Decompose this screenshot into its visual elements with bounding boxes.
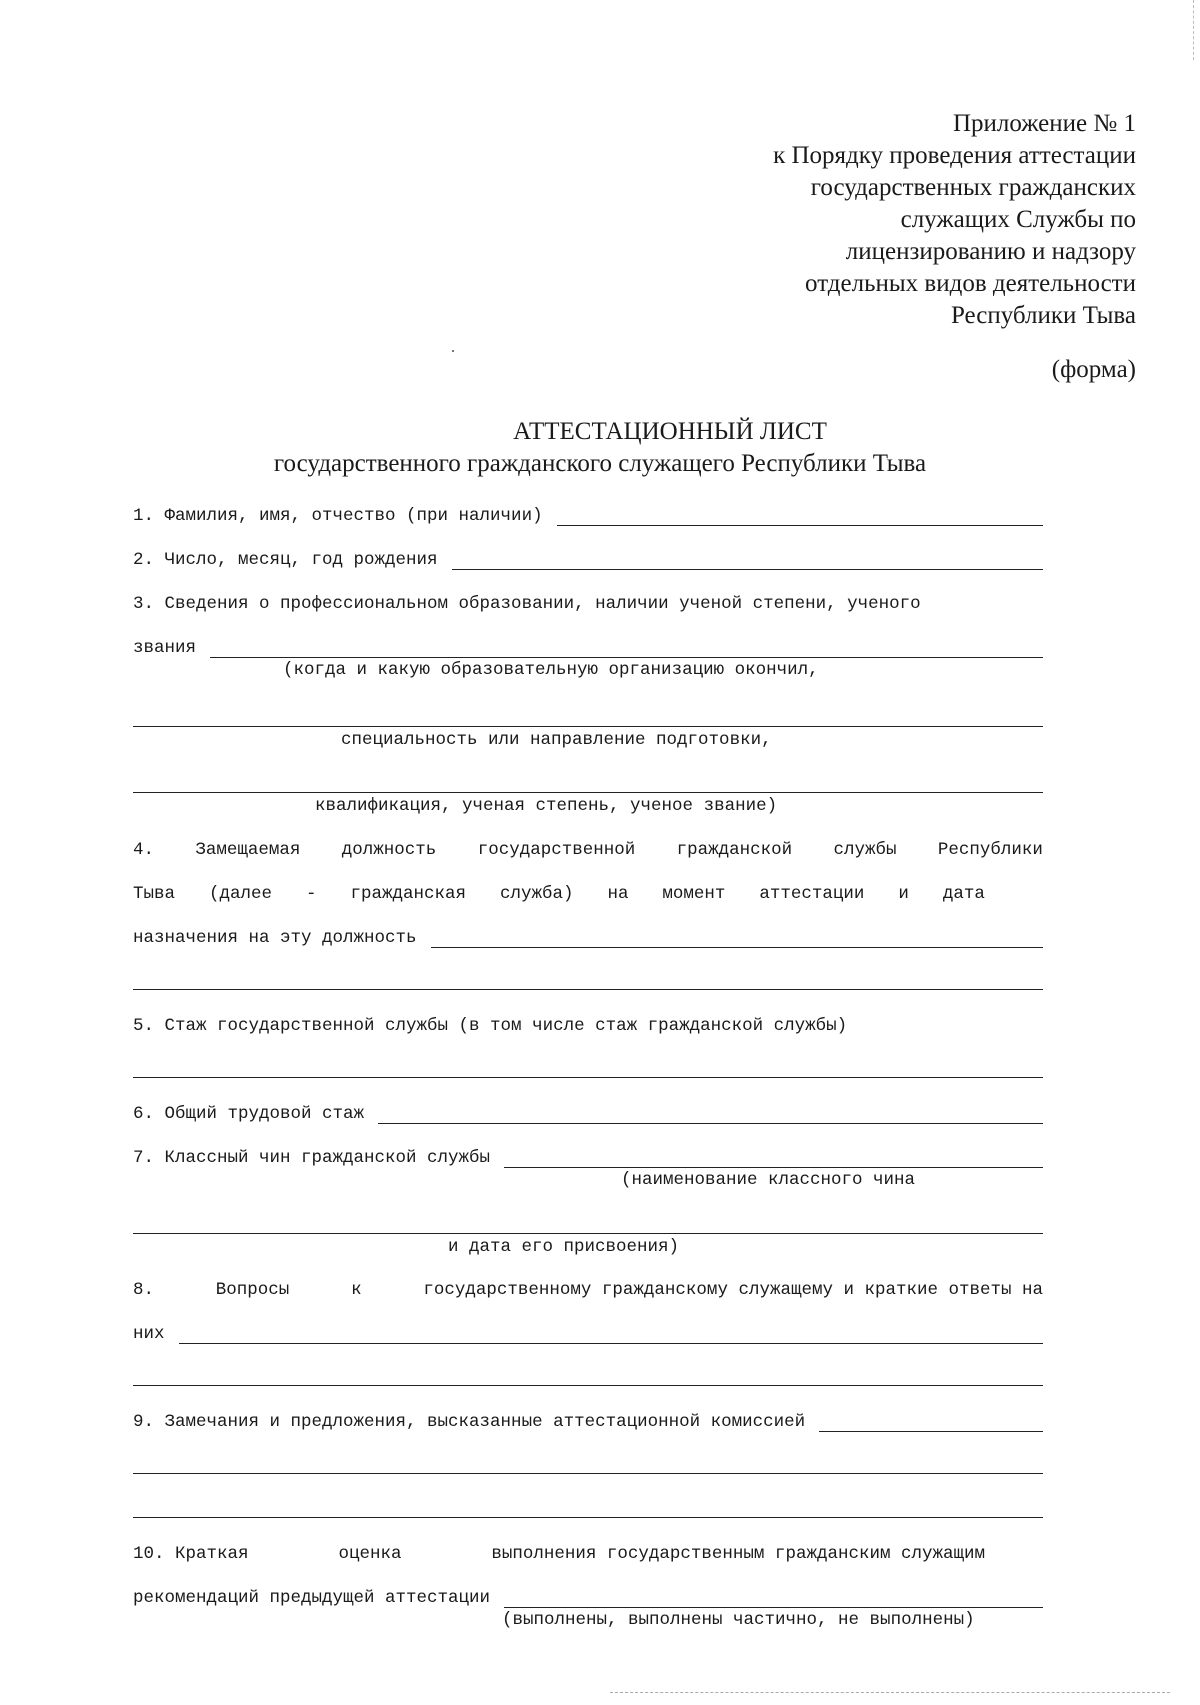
field-caption: (когда и какую образовательную организацию окончил, (283, 660, 819, 680)
questions-field-2[interactable] (133, 1385, 1043, 1386)
questions-field-1[interactable] (179, 1343, 1043, 1344)
remarks-field-2[interactable] (133, 1473, 1043, 1474)
item-position-appointment (133, 924, 1043, 952)
word: и (898, 884, 909, 904)
education-field-3[interactable] (133, 792, 1043, 793)
item-questions-cont (133, 1320, 1043, 1348)
word: гражданская (350, 884, 466, 904)
item-birth-date (133, 546, 1043, 574)
field-caption: (наименование классного чина (621, 1170, 916, 1190)
education-field-2[interactable] (133, 726, 1043, 727)
word: 10. Краткая (133, 1544, 249, 1564)
word: - (305, 884, 317, 904)
field-caption: специальность или направление подготовки, (341, 730, 772, 750)
full-name-field[interactable] (557, 525, 1043, 526)
word: Республики (937, 840, 1043, 860)
appendix-line: отдельных видов деятельности (805, 270, 1136, 297)
title-sub: государственного гражданского служащего Республики Тыва (273, 450, 927, 477)
item-label: 6. Общий трудовой стаж (133, 1104, 365, 1124)
item-position-cont (133, 880, 985, 908)
title-main: АТТЕСТАЦИОННЫЙ ЛИСТ (513, 418, 827, 445)
item-total-work-length (133, 1100, 1043, 1128)
item-label: рекомендаций предыдущей аттестации (133, 1588, 491, 1608)
word: оценка (338, 1544, 402, 1564)
appendix-line: Приложение № 1 (952, 110, 1136, 137)
position-field-1[interactable] (431, 947, 1043, 948)
appendix-line: лицензированию и надзору (845, 238, 1136, 265)
word: Вопросы (215, 1280, 290, 1300)
word: Замещаемая (195, 840, 301, 860)
word: на (607, 884, 629, 904)
remarks-field-3[interactable] (133, 1517, 1043, 1518)
field-caption: и дата его присвоения) (448, 1237, 680, 1257)
word: государственному гражданскому служащему и краткие ответы на (423, 1280, 1043, 1300)
remarks-field-1[interactable] (819, 1431, 1043, 1432)
work-length-field[interactable] (378, 1123, 1043, 1124)
item-education (133, 590, 1043, 618)
word: служба) (499, 884, 574, 904)
form-label: (форма) (1051, 356, 1136, 383)
birth-date-field[interactable] (452, 569, 1043, 570)
document-title (0, 416, 1200, 480)
word: гражданской (676, 840, 793, 860)
item-position (133, 836, 1043, 864)
item-civil-service-length (133, 1012, 1043, 1040)
item-label: 9. Замечания и предложения, высказанные аттестационной комиссией (133, 1412, 806, 1432)
item-full-name (133, 502, 1043, 530)
word: выполнения государственным гражданским служащим (491, 1544, 985, 1564)
item-recommendations (133, 1540, 985, 1568)
item-label: назначения на эту должность (133, 928, 417, 948)
scan-speck (452, 350, 454, 352)
word: аттестации (759, 884, 865, 904)
word: службы (833, 840, 897, 860)
word: 4. (133, 840, 155, 860)
word: дата (942, 884, 985, 904)
appendix-line: государственных гражданских (810, 174, 1136, 201)
word: к (351, 1280, 362, 1300)
word: Тыва (133, 884, 176, 904)
scan-edge-mark (1193, 0, 1200, 60)
item-label: 7. Классный чин гражданской службы (133, 1148, 491, 1168)
item-label: них (133, 1324, 165, 1344)
appendix-line: Республики Тыва (950, 302, 1136, 329)
word: государственной (477, 840, 636, 860)
word: должность (341, 840, 437, 860)
appendix-line: к Порядку проведения аттестации (773, 142, 1136, 169)
item-label: 3. Сведения о профессиональном образовании, наличии ученой степени, ученого (133, 594, 921, 614)
item-label: 2. Число, месяц, год рождения (133, 550, 438, 570)
class-rank-field-2[interactable] (133, 1233, 1043, 1234)
position-field-2[interactable] (133, 989, 1043, 990)
item-label: звания (133, 638, 197, 658)
word: (далее (208, 884, 272, 904)
item-remarks (133, 1408, 1043, 1436)
field-caption: (выполнены, выполнены частично, не выполнены) (502, 1610, 975, 1630)
item-label: 5. Стаж государственной службы (в том числе стаж гражданской службы) (133, 1016, 848, 1036)
service-length-field[interactable] (133, 1077, 1043, 1078)
item-label: 1. Фамилия, имя, отчество (при наличии) (133, 506, 543, 526)
appendix-line: служащих Службы по (900, 206, 1136, 233)
scan-bottom-mark (610, 1692, 1170, 1693)
word: 8. (133, 1280, 155, 1300)
word: момент (662, 884, 726, 904)
appendix-header (773, 108, 1136, 332)
item-questions (133, 1276, 1043, 1304)
field-caption: квалификация, ученая степень, ученое звание) (315, 796, 778, 816)
